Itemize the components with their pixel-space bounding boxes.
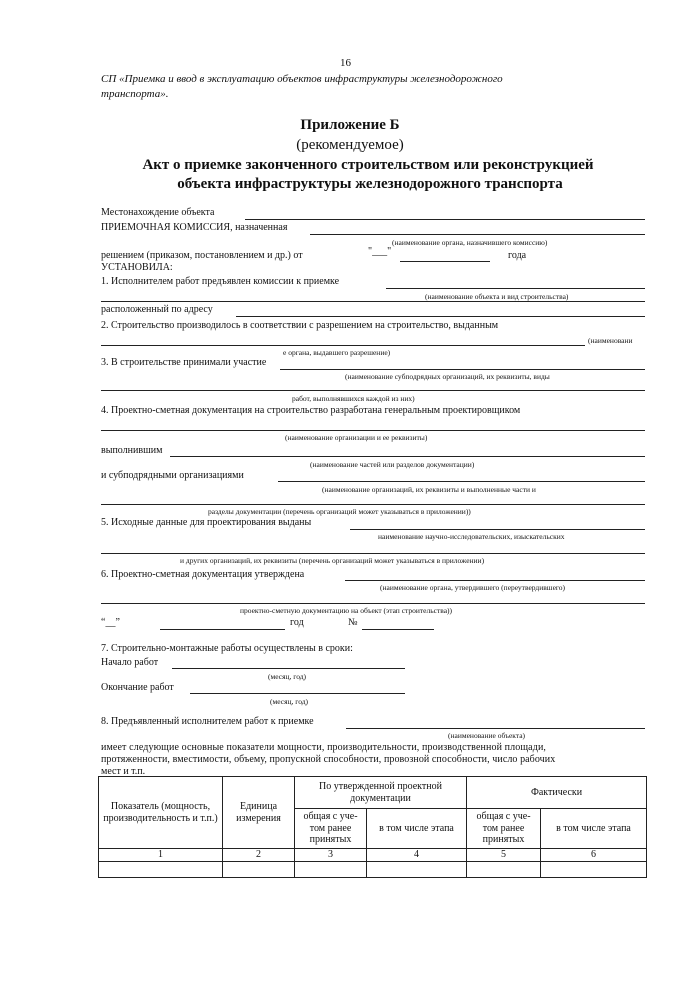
header-indicator: Показатель (мощность, производительность и т.п.)	[99, 777, 223, 849]
end-field[interactable]	[190, 693, 405, 694]
subcontract-field-2[interactable]	[101, 504, 645, 505]
item3-label: 3. В строительстве принимали участие	[101, 357, 267, 368]
table-cell[interactable]	[223, 862, 295, 878]
col-number: 3	[295, 849, 367, 862]
performed-hint: (наименование частей или разделов документации)	[310, 460, 475, 469]
subcontract-field[interactable]	[278, 481, 645, 482]
subcontract-hint-b: разделы документации (перечень организаций может указываться в приложении))	[208, 507, 471, 516]
header-actual: Фактически	[467, 777, 647, 809]
header-actual-stage: в том числе этапа	[541, 809, 647, 849]
col-number: 5	[467, 849, 541, 862]
page-number: 16	[340, 57, 351, 69]
item1-field-2[interactable]	[101, 301, 645, 302]
table-cell[interactable]	[367, 862, 467, 878]
header-unit: Единица измерения	[223, 777, 295, 849]
approval-day[interactable]: “__”	[101, 617, 120, 628]
item5-hint-b: и других организаций, их реквизиты (перечень организаций может указываться в приложении)	[180, 556, 485, 565]
start-label: Начало работ	[101, 657, 159, 668]
item2-hint-a: (наименовани	[588, 336, 633, 345]
approval-number-sign: №	[348, 617, 358, 628]
item6-hint-a: (наименование органа, утвердившего (переутвердившего)	[380, 583, 566, 592]
item8-hint: (наименование объекта)	[448, 731, 526, 740]
decision-month-field[interactable]	[400, 261, 490, 262]
item2-field[interactable]	[101, 345, 585, 346]
item5-field[interactable]	[350, 529, 645, 530]
decision-label: решением (приказом, постановлением и др.) от	[101, 250, 303, 261]
indicators-table	[98, 776, 647, 878]
performed-field[interactable]	[170, 456, 645, 457]
item1-hint: (наименование объекта и вид строительства)	[425, 292, 569, 301]
indicators-line1: имеет следующие основные показатели мощности, производительности, производственной площади,	[101, 742, 547, 753]
indicators-line2: протяженности, вместимости, объему, пропускной способности, провозной способности, число рабочих	[101, 754, 556, 765]
appendix-title: Приложение Б	[300, 117, 400, 133]
established-label: УСТАНОВИЛА:	[101, 262, 173, 273]
item6-hint-b: проектно-сметную документацию на объект (этап строительства))	[240, 606, 453, 615]
item4-hint: (наименование организации и ее реквизиты)	[285, 433, 428, 442]
location-label: Местонахождение объекта	[101, 207, 215, 218]
table-cell[interactable]	[99, 862, 223, 878]
sp-title-line2: транспорта».	[101, 88, 169, 100]
subcontract-hint-a: (наименование организаций, их реквизиты и выполненные части и	[322, 485, 536, 494]
decision-year-label: года	[508, 250, 527, 261]
item5-label: 5. Исходные данные для проектирования выданы	[101, 517, 312, 528]
item2-hint-b: е органа, выдавшего разрешение)	[283, 348, 391, 357]
address-field[interactable]	[236, 316, 645, 317]
item3-field[interactable]	[280, 369, 645, 370]
commission-label: ПРИЕМОЧНАЯ КОМИССИЯ, назначенная	[101, 222, 288, 233]
item2-label: 2. Строительство производилось в соответствии с разрешением на строительство, выданным	[101, 320, 499, 331]
approval-number-field[interactable]	[362, 629, 434, 630]
col-number: 4	[367, 849, 467, 862]
item5-hint-a: наименование научно-исследовательских, изыскательских	[378, 532, 565, 541]
end-hint: (месяц, год)	[270, 697, 309, 706]
address-label: расположенный по адресу	[101, 304, 213, 315]
item6-label: 6. Проектно-сметная документация утверждена	[101, 569, 305, 580]
item3-field-2[interactable]	[101, 390, 645, 391]
table-cell[interactable]	[541, 862, 647, 878]
item6-field-2[interactable]	[101, 603, 645, 604]
approval-month-field[interactable]	[160, 629, 285, 630]
start-field[interactable]	[172, 668, 405, 669]
col-number: 6	[541, 849, 647, 862]
location-field[interactable]	[245, 219, 645, 220]
table-cell[interactable]	[295, 862, 367, 878]
item4-label: 4. Проектно-сметная документация на строительство разработана генеральным проектировщиком	[101, 405, 521, 416]
item8-label: 8. Предъявленный исполнителем работ к приемке	[101, 716, 314, 727]
appendix-subtitle: (рекомендуемое)	[296, 137, 404, 153]
act-title-line2: объекта инфраструктуры железнодорожного транспорта	[177, 176, 563, 192]
item4-field[interactable]	[101, 430, 645, 431]
col-number: 1	[99, 849, 223, 862]
decision-day[interactable]: "___"	[368, 246, 392, 257]
commission-field[interactable]	[310, 234, 645, 235]
item6-field[interactable]	[345, 580, 645, 581]
item7-label: 7. Строительно-монтажные работы осуществлены в сроки:	[101, 643, 353, 654]
subcontract-label: и субподрядными организациями	[101, 470, 244, 481]
sp-title-line1: СП «Приемка и ввод в эксплуатацию объектов инфраструктуры железнодорожного	[101, 73, 503, 85]
item3-hint-a: (наименование субподрядных организаций, их реквизиты, виды	[345, 372, 550, 381]
header-project: По утвержденной проектной документации	[295, 777, 467, 809]
item1-field[interactable]	[386, 288, 645, 289]
header-actual-total: общая с уче-том ранее принятых	[467, 809, 541, 849]
end-label: Окончание работ	[101, 682, 174, 693]
table-row	[99, 862, 647, 878]
start-hint: (месяц, год)	[268, 672, 307, 681]
act-title-line1: Акт о приемке законченного строительством или реконструкцией	[142, 157, 594, 173]
header-project-total: общая с уче-том ранее принятых	[295, 809, 367, 849]
item3-hint-b: работ, выполнявшихся каждой из них)	[292, 394, 415, 403]
table-cell[interactable]	[467, 862, 541, 878]
item1-label: 1. Исполнителем работ предъявлен комиссии к приемке	[101, 276, 340, 287]
approval-year-label: год	[290, 617, 304, 628]
col-number: 2	[223, 849, 295, 862]
item5-field-2[interactable]	[101, 553, 645, 554]
header-project-stage: в том числе этапа	[367, 809, 467, 849]
performed-label: выполнившим	[101, 445, 163, 456]
commission-hint: (наименование органа, назначившего комиссию)	[392, 238, 548, 247]
indicators-line3: мест и т.п.	[101, 766, 146, 777]
item8-field[interactable]	[346, 728, 645, 729]
